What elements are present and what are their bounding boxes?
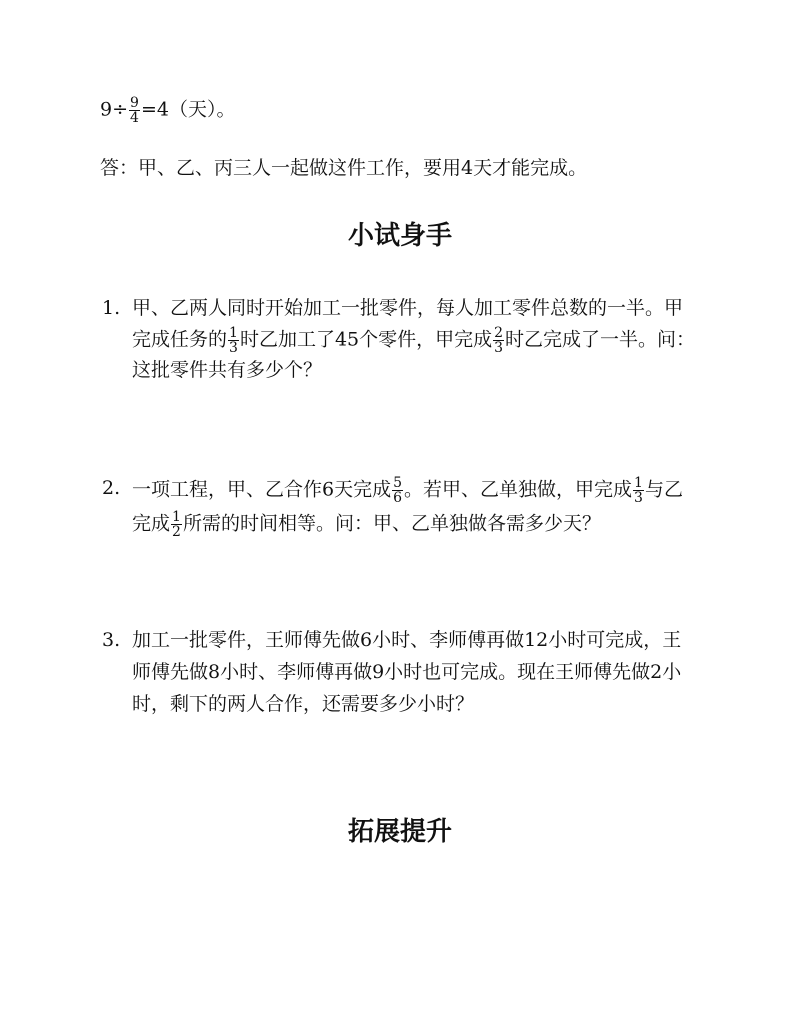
question-2-line-2 [132, 510, 601, 539]
fraction-numerator: 1 [172, 509, 181, 525]
fraction-numerator: 2 [494, 325, 504, 341]
fraction-numerator: 5 [393, 475, 403, 491]
calc-rhs: =4（天）。 [140, 98, 236, 121]
question-1-line-3: 这批零件共有多少个？ [132, 359, 323, 381]
question-2-number: 2. [102, 477, 121, 499]
question-1-line-1: 甲、乙两人同时开始加工一批零件，每人加工零件总数的一半。甲 [132, 297, 684, 319]
question-2-fraction-2 [633, 476, 644, 505]
question-2-text-b: 。若甲、乙单独做，甲完成 [404, 478, 633, 501]
question-2-text-d: 完成 [132, 512, 171, 535]
section-title-practice: 小试身手 [347, 221, 452, 251]
calculation-line [100, 96, 235, 125]
calc-fraction [129, 96, 140, 125]
fraction-denominator: 2 [172, 524, 181, 540]
answer-line: 答：甲、乙、丙三人一起做这件工作，要用4天才能完成。 [100, 157, 588, 179]
question-1-fraction-1 [228, 326, 239, 355]
question-3-line-2: 师傅先做8小时、李师傅再做9小时也可完成。现在王师傅先做2小 [132, 661, 682, 683]
question-3-number: 3. [102, 629, 121, 651]
question-1-fraction-2 [493, 326, 504, 355]
question-1-text-a: 完成任务的 [132, 328, 228, 351]
calc-fraction-denominator: 4 [130, 110, 139, 126]
question-2-text-e: 所需的时间相等。问：甲、乙单独做各需多少天？ [182, 512, 601, 535]
question-2-text-a: 一项工程，甲、乙合作6天完成 [132, 478, 392, 501]
calc-fraction-numerator: 9 [130, 95, 139, 111]
question-1-line-2 [132, 326, 695, 355]
question-1-number: 1. [102, 297, 121, 319]
question-1-text-c: 时乙完成了一半。问： [505, 328, 696, 351]
calc-lhs: 9÷ [100, 98, 129, 121]
fraction-denominator: 3 [494, 340, 504, 356]
question-3-line-3: 时，剩下的两人合作，还需要多少小时？ [132, 693, 475, 715]
fraction-numerator: 1 [634, 475, 643, 491]
question-1-text-b: 时乙加工了45个零件，甲完成 [239, 328, 493, 351]
fraction-denominator: 3 [229, 340, 238, 356]
question-2-fraction-3 [171, 510, 182, 539]
question-2-text-c: 与乙 [644, 478, 683, 501]
question-2-fraction-1 [392, 476, 403, 505]
fraction-denominator: 3 [634, 490, 643, 506]
question-3-line-1: 加工一批零件，王师傅先做6小时、李师傅再做12小时可完成，王 [132, 629, 682, 651]
fraction-numerator: 1 [229, 325, 238, 341]
fraction-denominator: 6 [393, 490, 403, 506]
section-title-extension: 拓展提升 [347, 817, 452, 847]
question-2-line-1 [132, 476, 683, 505]
